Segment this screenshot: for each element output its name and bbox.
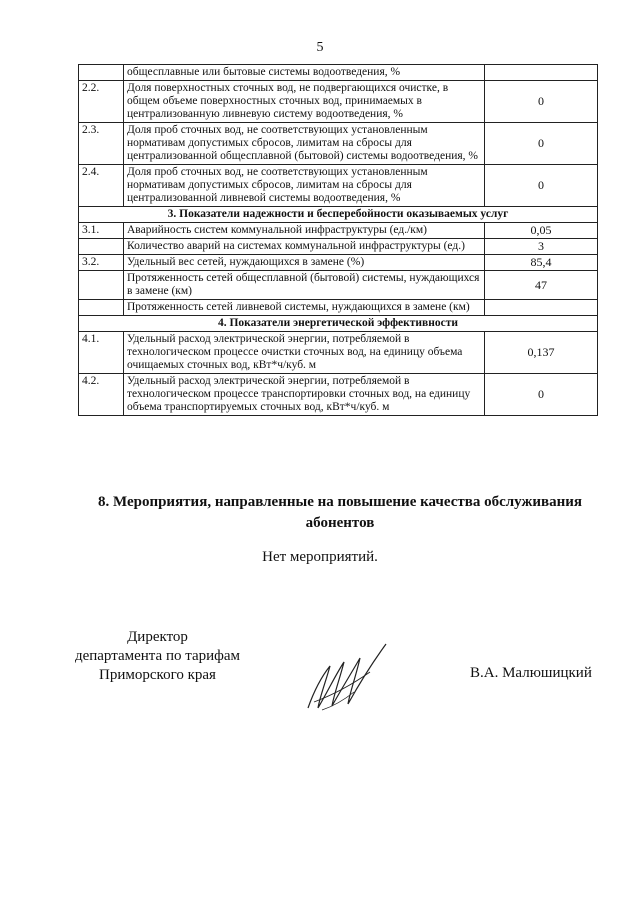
indicator-value: 85,4 (485, 255, 598, 271)
signatory-line-3: Приморского края (99, 667, 216, 683)
table-row (79, 332, 598, 374)
indicator-value: 3 (485, 239, 598, 255)
table-row (79, 223, 598, 239)
row-number: 2.2. (79, 81, 124, 123)
row-number (79, 239, 124, 255)
indicator-value: 0 (485, 374, 598, 416)
row-number (79, 300, 124, 316)
signatory-line-2: департамента по тарифам (74, 648, 241, 664)
indicator-name: Удельный расход электрической энергии, потребляемой в технологическом процессе транспортировки сточных вод, на единицу объема транспортируемых сточных вод, кВт*ч/куб. м (124, 374, 485, 416)
table-row (79, 300, 598, 316)
page-number: 5 (316, 40, 324, 55)
indicator-name: Удельный вес сетей, нуждающихся в замене (%) (124, 255, 485, 271)
handwritten-signature (300, 636, 400, 716)
signatory-position (50, 628, 265, 685)
row-number: 3.2. (79, 255, 124, 271)
indicator-value: 0 (485, 81, 598, 123)
indicator-name: Протяженность сетей общесплавной (бытовой) системы, нуждающихся в замене (км) (124, 271, 485, 300)
row-number: 4.1. (79, 332, 124, 374)
indicator-value (485, 300, 598, 316)
indicator-name: Аварийность систем коммунальной инфраструктуры (ед./км) (124, 223, 485, 239)
section-header-row (79, 316, 598, 332)
table-row (79, 165, 598, 207)
section-header-row (79, 207, 598, 223)
indicator-value: 0,137 (485, 332, 598, 374)
signatory-name: В.А. Малюшицкий (470, 665, 592, 681)
section-header: 3. Показатели надежности и бесперебойности оказываемых услуг (79, 207, 598, 223)
row-number: 3.1. (79, 223, 124, 239)
row-number: 4.2. (79, 374, 124, 416)
indicator-name: Количество аварий на системах коммунальной инфраструктуры (ед.) (124, 239, 485, 255)
table-row (79, 65, 598, 81)
indicator-value (485, 65, 598, 81)
section-header: 4. Показатели энергетической эффективности (79, 316, 598, 332)
indicator-name: Удельный расход электрической энергии, потребляемой в технологическом процессе очистки сточных вод, на единицу объема очищаемых сточных вод, кВт*ч/куб. м (124, 332, 485, 374)
indicator-name: Доля поверхностных сточных вод, не подвергающихся очистке, в общем объеме поверхностных сточных вод, принимаемых в централизованную ливневую систему водоотведения, % (124, 81, 485, 123)
no-events-text: Нет мероприятий. (262, 549, 378, 565)
indicator-name: Доля проб сточных вод, не соответствующих установленным нормативам допустимых сбросов, лимитам на сбросы для централизованной ливневой системы водоотведения, % (124, 165, 485, 207)
row-number (79, 271, 124, 300)
indicators-table (78, 64, 598, 416)
row-number: 2.4. (79, 165, 124, 207)
table-row (79, 255, 598, 271)
row-number (79, 65, 124, 81)
indicator-value: 47 (485, 271, 598, 300)
table-row (79, 271, 598, 300)
indicator-value: 0,05 (485, 223, 598, 239)
indicator-name: общесплавные или бытовые системы водоотведения, % (124, 65, 485, 81)
signatory-line-1: Директор (127, 629, 188, 645)
indicator-value: 0 (485, 165, 598, 207)
indicator-name: Доля проб сточных вод, не соответствующих установленным нормативам допустимых сбросов, лимитам на сбросы для централизованной общесплавной (бытовой) системы водоотведения, % (124, 123, 485, 165)
row-number: 2.3. (79, 123, 124, 165)
indicator-value: 0 (485, 123, 598, 165)
section-8-title: 8. Мероприятия, направленные на повышение качества обслуживания абонентов (97, 494, 582, 531)
table-row (79, 239, 598, 255)
indicator-name: Протяженность сетей ливневой системы, нуждающихся в замене (км) (124, 300, 485, 316)
table-row (79, 81, 598, 123)
table-row (79, 374, 598, 416)
table-row (79, 123, 598, 165)
